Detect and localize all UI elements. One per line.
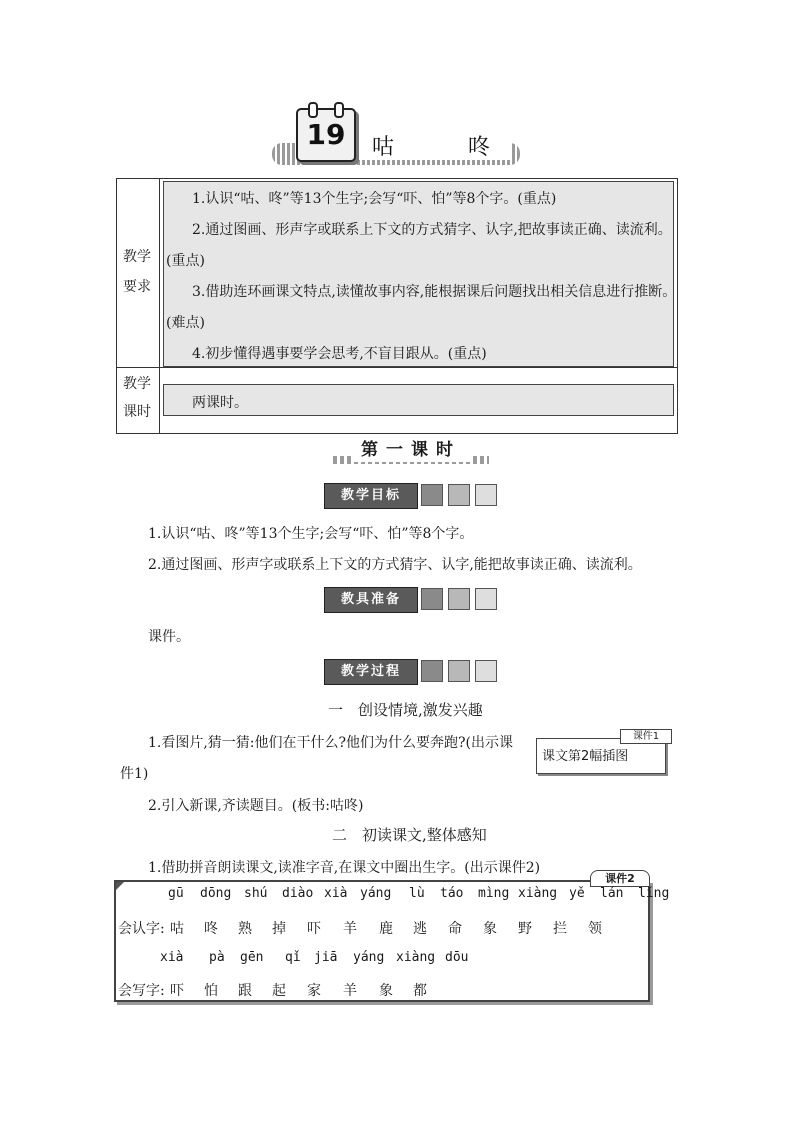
decor-square (421, 484, 443, 506)
hanzi: 鹿 (379, 921, 393, 937)
hanzi: 跟 (238, 983, 252, 999)
hanzi: 都 (413, 983, 427, 999)
pinyin: lán (600, 886, 624, 901)
pinyin: lǐng (638, 886, 670, 901)
hanzi: 起 (272, 983, 286, 999)
requirement-item-2-tail: (重点) (166, 253, 205, 269)
goal-item-2: 2.通过图画、形声字或联系上下文的方式猜字、认字,能把故事读正确、读流利。 (148, 557, 642, 573)
pinyin: yáng (360, 886, 392, 901)
lesson-number: 19 (306, 118, 346, 151)
hanzi: 掉 (272, 921, 286, 937)
pinyin: jiā (314, 950, 338, 965)
hanzi: 象 (483, 921, 497, 937)
hanzi: 吓 (307, 921, 321, 937)
hanzi: 拦 (553, 921, 567, 937)
hanzi: 咕 (170, 921, 184, 937)
pinyin: yáng (353, 950, 385, 965)
step1-item2: 2.引入新课,齐读题目。(板书:咕咚) (148, 798, 364, 814)
decor-square (421, 660, 443, 682)
decor-square (448, 660, 470, 682)
table-divider (117, 367, 677, 368)
hours-label: 教学 课时 (123, 376, 151, 420)
process-tag: 教学过程 (324, 659, 418, 685)
hours-value: 两课时。 (192, 395, 248, 411)
goal-item-1: 1.认识“咕、咚”等13个生字;会写“吓、怕”等8个字。 (148, 526, 474, 542)
pinyin: qǐ (285, 950, 301, 965)
table-divider (159, 179, 160, 433)
hanzi: 羊 (343, 983, 357, 999)
goals-tag: 教学目标 (324, 483, 418, 509)
lesson-calendar-icon (296, 108, 356, 162)
pinyin: táo (440, 886, 464, 901)
decor-square (448, 588, 470, 610)
hanzi: 象 (379, 983, 393, 999)
lesson-title-char-1: 咕 (372, 135, 395, 160)
decor-square (448, 484, 470, 506)
requirements-label: 教学 要求 (123, 249, 151, 295)
requirement-item-3: 3.借助连环画课文特点,读懂故事内容,能根据课后问题找出相关信息进行推断。 (192, 284, 677, 300)
decor-square (475, 660, 497, 682)
pinyin-table-corner (116, 882, 124, 890)
pinyin: dōng (200, 886, 232, 901)
courseware-callout-1-text: 课文第2幅插图 (542, 749, 629, 764)
decor-square (475, 588, 497, 610)
courseware-callout-2-tab: 课件2 (590, 870, 650, 887)
tools-value: 课件。 (148, 629, 190, 645)
calendar-ring (308, 102, 318, 118)
decor-square (421, 588, 443, 610)
pinyin: dōu (445, 950, 469, 965)
requirement-item-4: 4.初步懂得遇事要学会思考,不盲目跟从。(重点) (192, 346, 487, 362)
step2-heading: 二 初读课文,整体感知 (332, 826, 487, 844)
hanzi: 命 (448, 921, 462, 937)
pinyin: gēn (240, 950, 264, 965)
hanzi: 领 (588, 921, 602, 937)
requirement-item-3-tail: (难点) (166, 315, 205, 331)
step1-item1: 1.看图片,猜一猜:他们在干什么?他们为什么要奔跑?(出示课 (148, 735, 513, 751)
hanzi: 逃 (413, 921, 427, 937)
pinyin: shú (244, 886, 268, 901)
section-title: 第一课时 (361, 440, 461, 460)
requirement-item-1: 1.认识“咕、咚”等13个生字;会写“吓、怕”等8个字。(重点) (192, 191, 557, 207)
hanzi: 羊 (343, 921, 357, 937)
pinyin: xià (324, 886, 348, 901)
step1-item1-tail: 件1) (120, 766, 149, 782)
pinyin: xiàng (518, 886, 558, 901)
calendar-ring (334, 102, 344, 118)
step1-heading: 一 创设情境,激发兴趣 (328, 701, 483, 719)
pinyin: yě (569, 886, 585, 901)
tools-tag: 教具准备 (324, 587, 418, 613)
pinyin: diào (282, 886, 314, 901)
requirements-content-box (163, 181, 677, 367)
pinyin: pà (209, 950, 225, 965)
hanzi: 家 (307, 983, 321, 999)
requirement-item-2: 2.通过图画、形声字或联系上下文的方式猜字、认字,把故事读正确、读流利。 (192, 222, 672, 238)
decor-square (475, 484, 497, 506)
pinyin: gū (168, 886, 184, 901)
recognize-label: 会认字: (118, 921, 165, 937)
hanzi: 野 (518, 921, 532, 937)
hanzi: 熟 (238, 921, 252, 937)
pinyin: xiàng (396, 950, 436, 965)
write-label: 会写字: (118, 983, 165, 999)
hanzi: 怕 (204, 983, 218, 999)
lesson-title-char-2: 咚 (468, 135, 491, 160)
pinyin: lù (409, 886, 425, 901)
courseware-callout-1-tab: 课件1 (620, 729, 672, 744)
hanzi: 咚 (204, 921, 218, 937)
pinyin: xià (160, 950, 184, 965)
step2-item1: 1.借助拼音朗读课文,读准字音,在课文中圈出生字。(出示课件2) (148, 860, 541, 876)
pinyin: mìng (478, 886, 510, 901)
hanzi: 吓 (170, 983, 184, 999)
